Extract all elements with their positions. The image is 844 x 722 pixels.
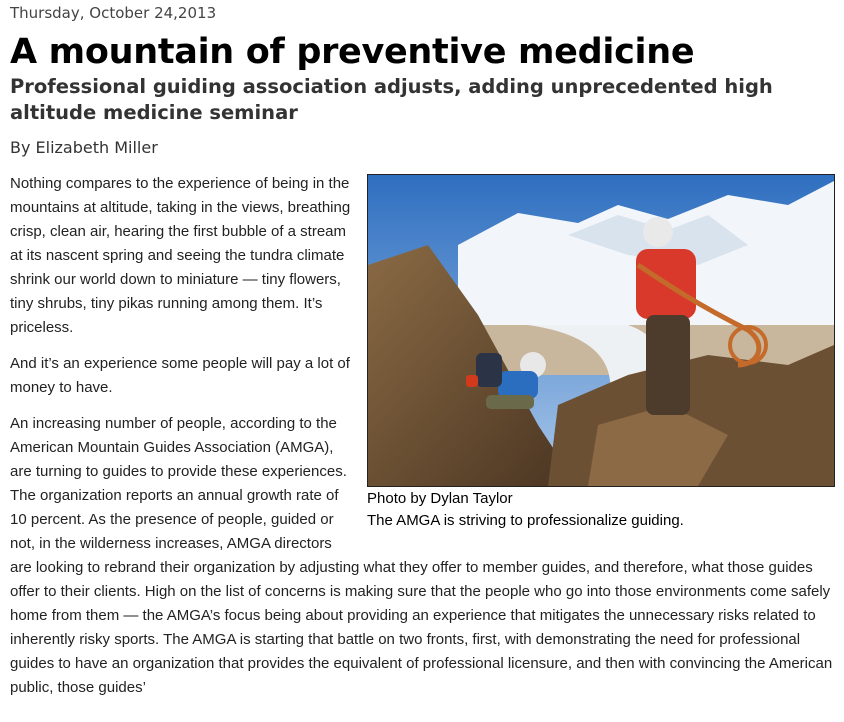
climbers-photo bbox=[367, 174, 835, 487]
article bbox=[10, 0, 835, 712]
article-paragraph: Nothing compares to the experience of being in the mountains at altitude, taking in the views, breathing crisp, clean air, hearing the first bubble of a stream at its nascent spring and seeing the tundra climate shrink our world down to miniature — tiny flowers, tiny shrubs, tiny pikas running among them. It’s priceless. bbox=[10, 175, 351, 336]
article-paragraph: And it’s an experience some people will pay a lot of money to have. bbox=[10, 355, 350, 396]
article-subheadline: Professional guiding association adjusts, adding unprecedented high altitude medicine seminar bbox=[10, 75, 773, 124]
article-paragraph: An increasing number of people, according to the American Mountain Guides Association (AMGA), are turning to guides to provide these experiences. The organization reports an annual growth rate of 10 percent. As the presence of people, guided or not, in the wilderness increases, AMGA directors are looking to rebrand their organization by adjusting what they offer to member guides, and therefore, what those guides offer to their clients. High on the list of concerns is making sure that the people who go into those environments come safely home from them — the AMGA’s focus being about providing an experience that mitigates the unnecessary risks related to inherently risky sports. The AMGA is starting that battle on two fronts, first, with demonstrating the need for professional guides to have an organization that provides the equivalent of professional licensure, and then with convincing the American public, those guides’ bbox=[10, 415, 833, 696]
photo-credit: Photo by Dylan Taylor bbox=[367, 490, 513, 507]
article-headline: A mountain of preventive medicine bbox=[10, 32, 695, 72]
article-byline: By Elizabeth Miller bbox=[10, 138, 158, 157]
article-date: Thursday, October 24,2013 bbox=[10, 4, 217, 22]
photo-figure bbox=[367, 174, 835, 531]
photo-caption: The AMGA is striving to professionalize guiding. bbox=[367, 512, 684, 529]
article-body bbox=[10, 172, 835, 700]
